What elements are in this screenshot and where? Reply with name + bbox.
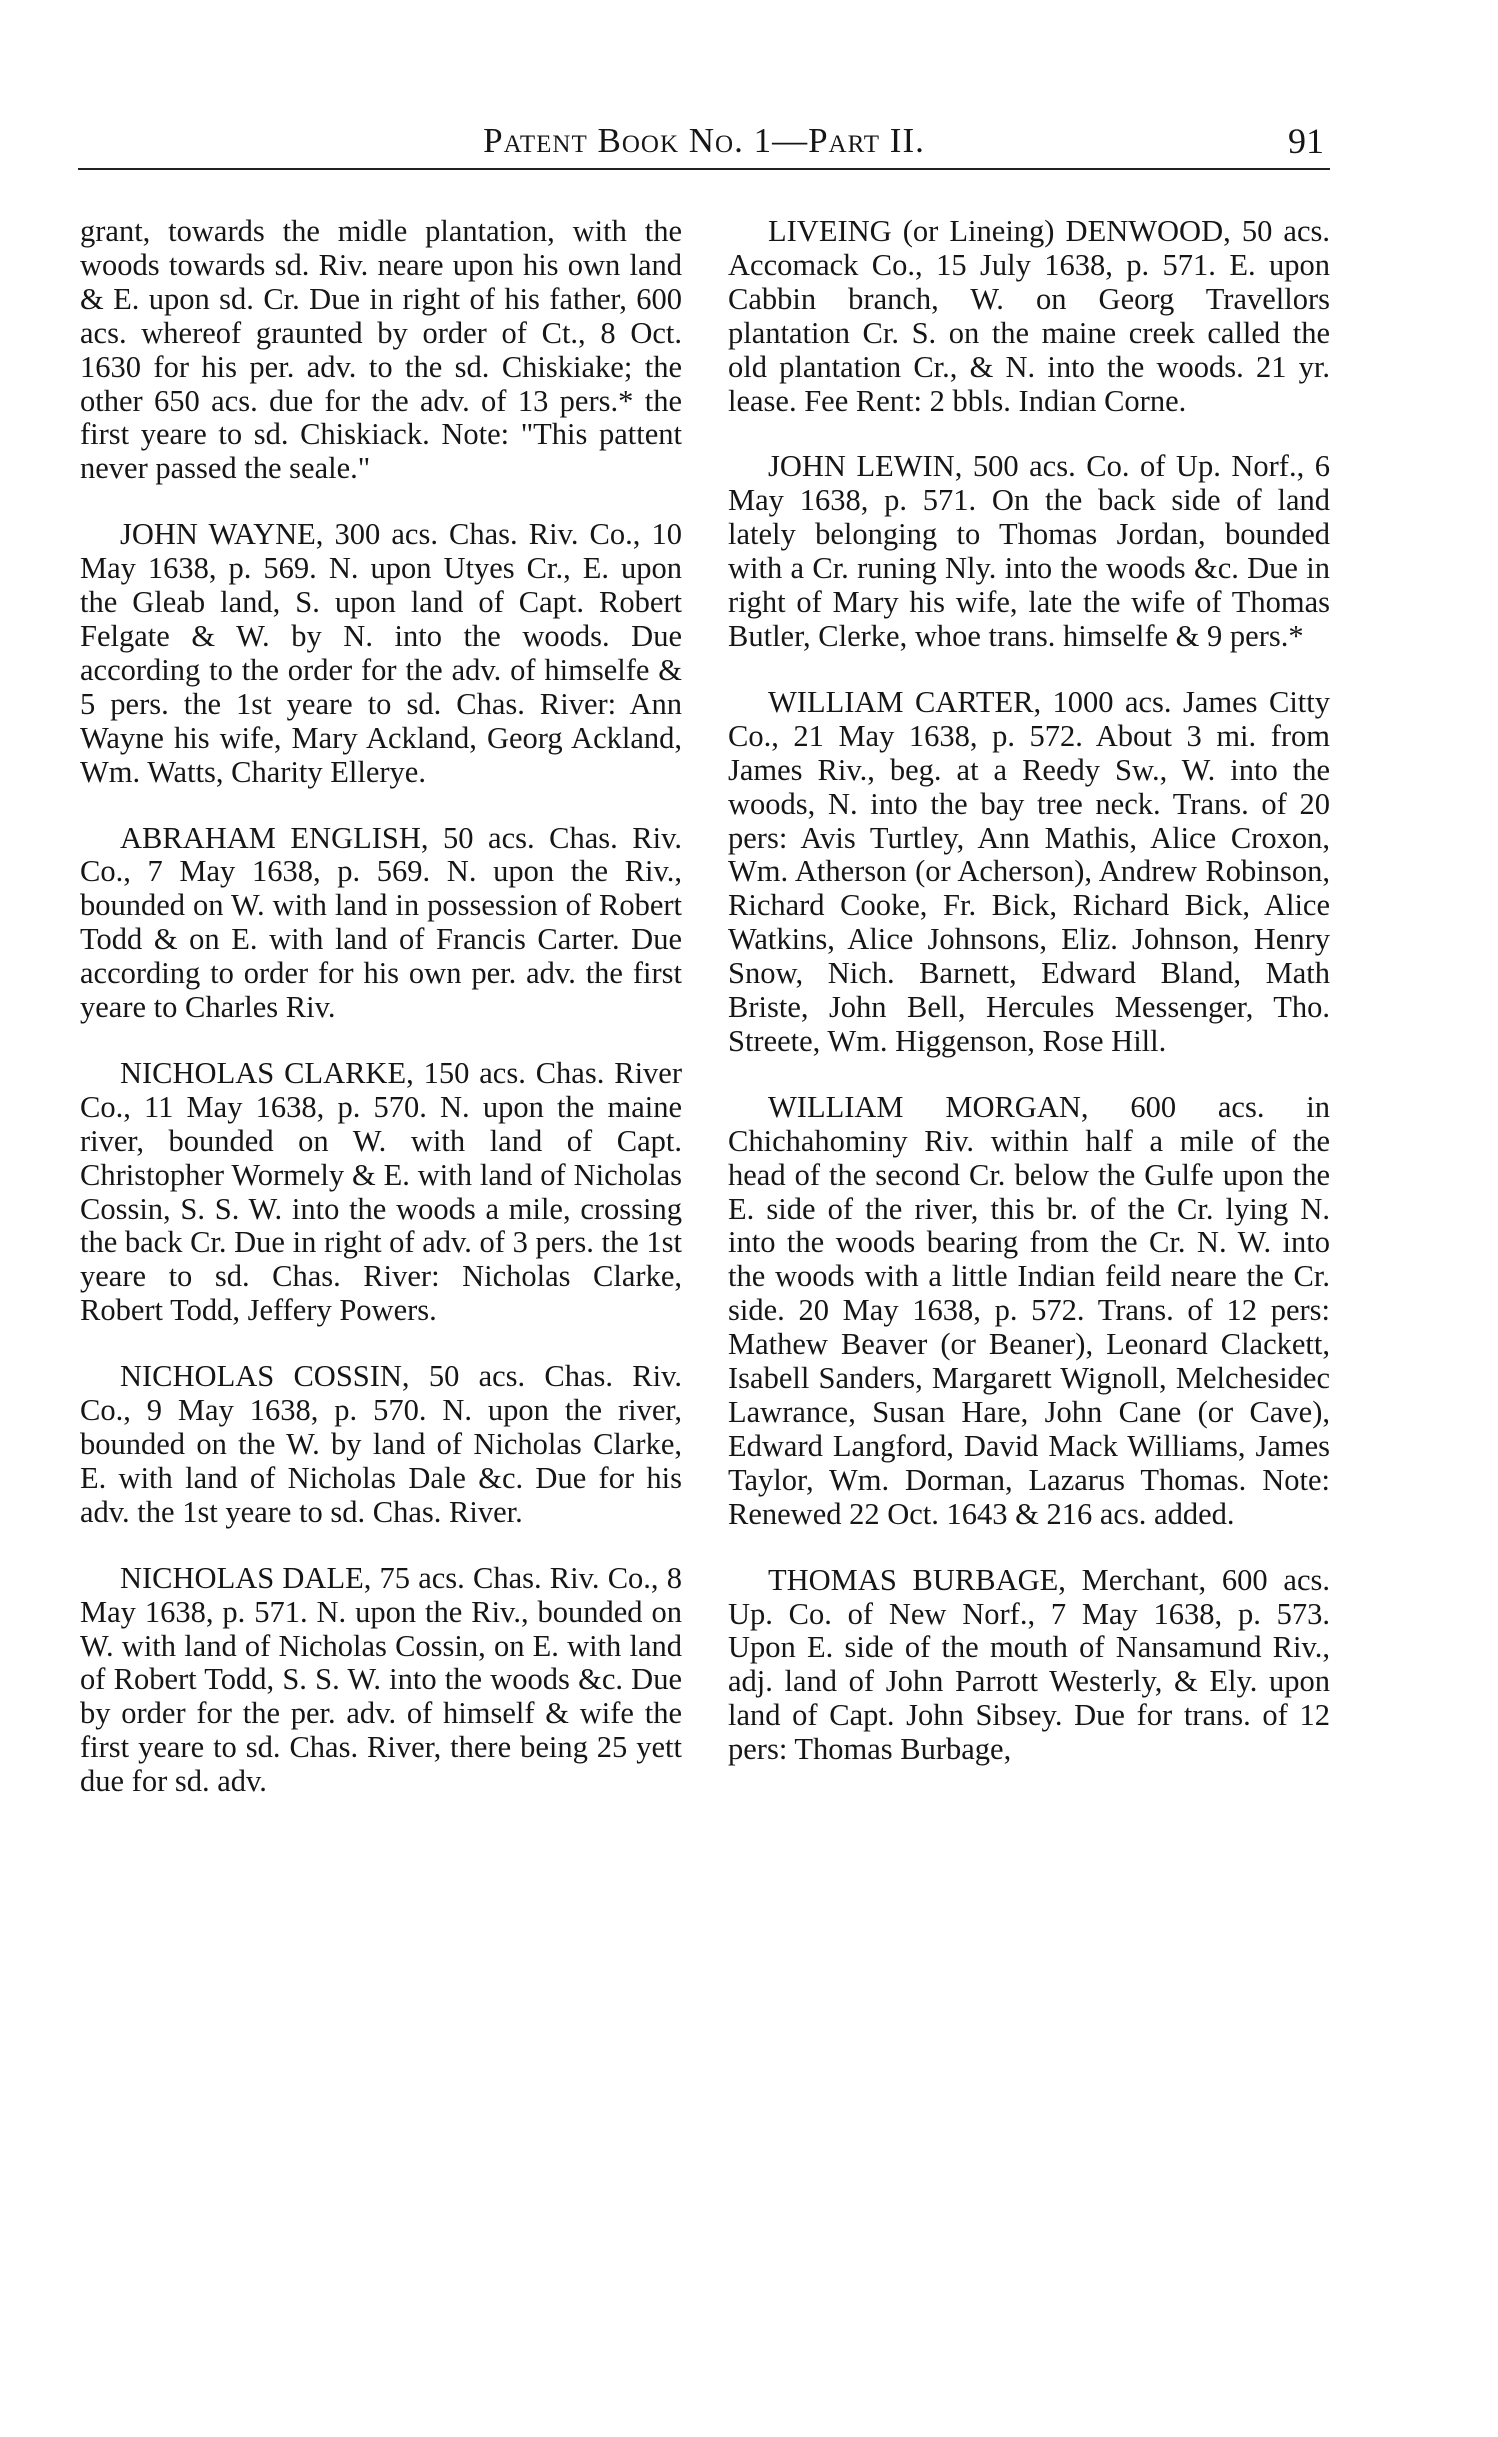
patent-entry: ABRAHAM ENGLISH, 50 acs. Chas. Riv. Co., 7 May 1638, p. 569. N. upon the Riv., bounded on W. with land in possession of Robert Todd & on E. with land of Francis Carter. Due according to order for his own per. adv. the first yeare to Charles Riv. — [80, 820, 682, 1025]
right-column — [728, 215, 1330, 1799]
page-header — [78, 118, 1330, 170]
left-column — [80, 215, 682, 1831]
page-number: 91 — [1288, 121, 1324, 161]
patent-entry: NICHOLAS COSSIN, 50 acs. Chas. Riv. Co., 9 May 1638, p. 570. N. upon the river, bounded on the W. by land of Nicholas Clarke, E. with land of Nicholas Dale &c. Due for his adv. the 1st yeare to sd. Chas. River. — [80, 1359, 682, 1529]
patent-entry: WILLIAM CARTER, 1000 acs. James Citty Co., 21 May 1638, p. 572. About 3 mi. from James Riv., beg. at a Reedy Sw., W. into the woods, N. into the bay tree neck. Trans. of 20 pers: Avis Turtley, Ann Mathis, Alice Croxon, Wm. Atherson (or Acherson), Andrew Robinson, Richard Cooke, Fr. Bick, Richard Bick, Alice Watkins, Alice Johnsons, Eliz. Johnson, Henry Snow, Nich. Barnett, Edward Bland, Math Briste, John Bell, Hercules Messenger, Tho. Streete, Wm. Higgenson, Rose Hill. — [728, 684, 1330, 1058]
patent-entry: JOHN WAYNE, 300 acs. Chas. Riv. Co., 10 May 1638, p. 569. N. upon Utyes Cr., E. upon the Gleab land, S. upon land of Capt. Robert Felgate & W. by N. into the woods. Due according to the order for the adv. of himselfe & 5 pers. the 1st yeare to sd. Chas. River: Ann Wayne his wife, Mary Ackland, Georg Ackland, Wm. Watts, Charity Ellerye. — [80, 517, 682, 789]
patent-entry: NICHOLAS DALE, 75 acs. Chas. Riv. Co., 8 May 1638, p. 571. N. upon the Riv., bounded on W. with land of Nicholas Cossin, on E. with land of Robert Todd, S. S. W. into the woods &c. Due by order for the per. adv. of himself & wife the first yeare to sd. Chas. River, there being 25 yett due for sd. adv. — [80, 1560, 682, 1799]
patent-entry: NICHOLAS CLARKE, 150 acs. Chas. River Co., 11 May 1638, p. 570. N. upon the maine river, bounded on W. with land of Capt. Christopher Wormely & E. with land of Nicholas Cossin, S. S. W. into the woods a mile, crossing the back Cr. Due in right of adv. of 3 pers. the 1st yeare to sd. Chas. River: Nicholas Clarke, Robert Todd, Jeffery Powers. — [80, 1055, 682, 1328]
patent-entry: grant, towards the midle plantation, with the woods towards sd. Riv. neare upon his own land & E. upon sd. Cr. Due in right of his father, 600 acs. whereof graunted by order of Ct., 8 Oct. 1630 for his per. adv. to the sd. Chiskiake; the other 650 acs. due for the adv. of 13 pers.* the first yeare to sd. Chiskiack. Note: "This pattent never passed the seale." — [80, 214, 682, 486]
patent-entry: JOHN LEWIN, 500 acs. Co. of Up. Norf., 6 May 1638, p. 571. On the back side of land lately belonging to Thomas Jordan, bounded with a Cr. runing Nly. into the woods &c. Due in right of Mary his wife, late the wife of Thomas Butler, Clerke, whoe trans. himselfe & 9 pers.* — [728, 449, 1330, 653]
patent-entry: LIVEING (or Lineing) DENWOOD, 50 acs. Accomack Co., 15 July 1638, p. 571. E. upon Cabbin branch, W. on Georg Travellors plantation Cr. S. on the maine creek called the old plantation Cr., & N. into the woods. 21 yr. lease. Fee Rent: 2 bbls. Indian Corne. — [728, 214, 1330, 418]
running-title: Patent Book No. 1—Part II. — [483, 121, 925, 160]
patent-entry: THOMAS BURBAGE, Merchant, 600 acs. Up. Co. of New Norf., 7 May 1638, p. 573. Upon E. side of the mouth of Nansamund Riv., adj. land of John Parrott Westerly, & Ely. upon land of Capt. John Sibsey. Due for trans. of 12 pers: Thomas Burbage, — [728, 1562, 1330, 1767]
patent-entry: WILLIAM MORGAN, 600 acs. in Chichahominy Riv. within half a mile of the head of the second Cr. below the Gulfe upon the E. side of the river, this br. of the Cr. lying N. into the woods bearing from the Cr. N. W. into the woods with a little Indian feild neare the Cr. side. 20 May 1638, p. 572. Trans. of 12 pers: Mathew Beaver (or Beaner), Leonard Clackett, Isabell Sanders, Margarett Wignoll, Melchesidec Lawrance, Susan Hare, John Cane (or Cave), Edward Langford, David Mack Williams, James Taylor, Wm. Dorman, Lazarus Thomas. Note: Renewed 22 Oct. 1643 & 216 acs. added. — [728, 1089, 1330, 1531]
